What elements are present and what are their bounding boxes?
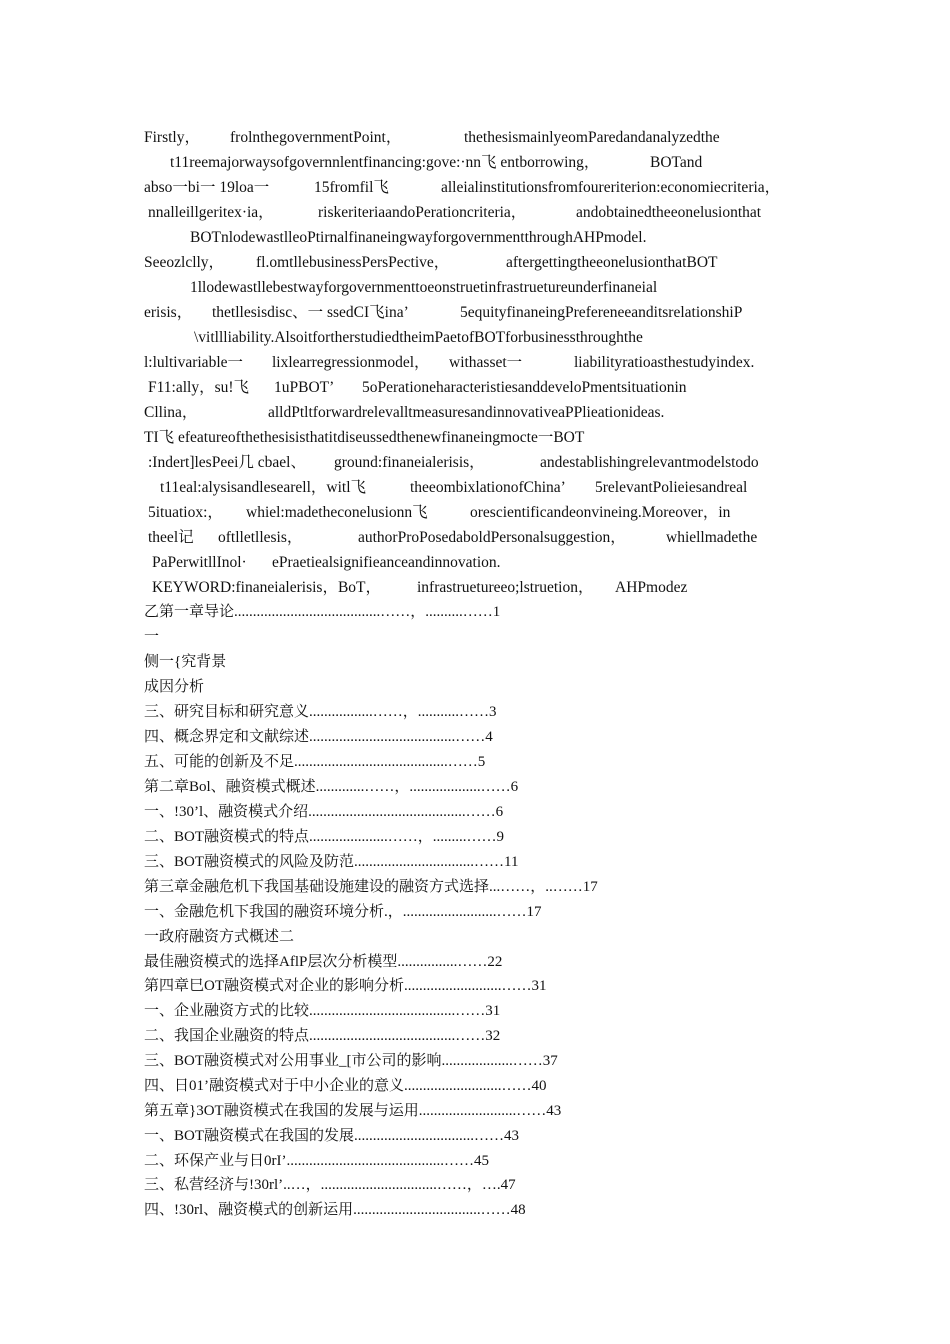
text-segment: PaPerwitllInol·: [152, 554, 247, 571]
toc-entry: [0, 851, 950, 875]
text-segment: authorProPosedaboldPersonalsuggestion，: [358, 529, 626, 546]
toc-entry: [0, 926, 950, 950]
text-segment: theel记: [148, 529, 194, 546]
text-segment: Seeozlclly，: [144, 254, 225, 271]
abstract-line: [0, 377, 950, 401]
toc-entry-text: 四、!30rl、融资模式的创新运用..................................……48: [144, 1202, 526, 1218]
toc-entry: [0, 776, 950, 800]
text-segment: erisis，: [144, 304, 193, 321]
text-segment: withasset一: [449, 354, 523, 371]
toc-entry: [0, 1050, 950, 1074]
toc-entry-text: 二、BOT融资模式的特点.....................……，.........……9: [144, 829, 505, 845]
abstract-line: [0, 502, 950, 526]
text-segment: frolnthegovernmentPoint，: [230, 129, 402, 146]
toc-entry: [0, 1075, 950, 1099]
text-segment: orescientificandeonvineing.Moreover，in: [470, 504, 731, 521]
toc-entry: [0, 1174, 950, 1198]
toc-entry: [0, 1000, 950, 1024]
text-segment: 5oPerationeharacteristiesanddeveloPmentsituationin: [362, 379, 687, 396]
text-segment: thetllesisdisc、一 ssedCI飞ina’: [212, 304, 409, 321]
text-segment: alleialinstitutionsfromfoureriterion:economiecriteria，: [441, 179, 781, 196]
text-segment: theeombixlationofChina’: [410, 479, 566, 496]
toc-entry-text: 三、研究目标和研究意义.................……，...........……3: [144, 704, 497, 720]
toc-entry-text: 一、金融危机下我国的融资环境分析.，.........................……17: [144, 904, 542, 920]
toc-entry-text: 三、私营经济与!30rl’..…，...............................……，….47: [144, 1177, 516, 1193]
abstract-line: [0, 227, 950, 251]
text-segment: 5relevantPolieiesandreal: [595, 479, 748, 496]
text-segment: riskeriteriaandoPerationcriteria，: [318, 204, 527, 221]
text-segment: whiellmadethe: [666, 529, 758, 546]
abstract-line: [0, 452, 950, 476]
text-segment: 5equityfinaneingPrefereneeanditsrelationshiP: [460, 304, 743, 321]
text-segment: BOTand: [650, 154, 703, 171]
text-segment: l:lultivariable一: [144, 354, 244, 371]
abstract-line: [0, 277, 950, 301]
toc-entry-text: 第五章}3OT融资模式在我国的发展与运用..........................……43: [144, 1103, 562, 1119]
text-segment: \vitllliability.AlsoitfortherstudiedtheimPaetofBOTforbusinessthroughthe: [194, 329, 643, 346]
toc-entry-text: 四、日01’融资模式对于中小企业的意义..........................……40: [144, 1078, 547, 1094]
toc-entry-text: 一、BOT融资模式在我国的发展................................……43: [144, 1128, 520, 1144]
text-segment: 5ituatiox:，: [148, 504, 223, 521]
toc-entry: [0, 801, 950, 825]
toc-entry: [0, 701, 950, 725]
text-segment: t11eal:alysisandlesearell，witl飞: [160, 479, 367, 496]
text-segment: oftlletllesis，: [218, 529, 303, 546]
toc-entry-text: 最佳融资模式的选择AflP层次分析模型................……22: [144, 954, 503, 970]
text-segment: ground:finaneialerisis，: [334, 454, 485, 471]
toc-entry-text: 第四章巳OT融资模式对企业的影响分析..........................……31: [144, 978, 547, 994]
text-segment: AHPmodez: [615, 579, 688, 596]
text-segment: :Indert]lesPeei几 cbael、: [148, 454, 306, 471]
toc-entry: [0, 1025, 950, 1049]
text-segment: liabilityratioasthestudyindex.: [574, 354, 755, 371]
toc-entry-text: 二、我国企业融资的特点.......................................……32: [144, 1028, 501, 1044]
text-segment: aftergettingtheeonelusionthatBOT: [506, 254, 718, 271]
text-segment: whiel:madetheconelusionn飞: [246, 504, 428, 521]
text-segment: ePraetiealsignifieanceandinnovation.: [272, 554, 501, 571]
toc-entry: [0, 1125, 950, 1149]
toc-entry: [0, 1150, 950, 1174]
toc-entry: [0, 651, 950, 675]
toc-entry: [0, 601, 950, 625]
abstract-line: [0, 152, 950, 176]
toc-entry: [0, 1199, 950, 1223]
abstract-line: [0, 402, 950, 426]
toc-entry-text: 第三章金融危机下我国基础设施建设的融资方式选择...……，..……17: [144, 879, 598, 895]
abstract-line: [0, 527, 950, 551]
toc-entry-text: 成因分析: [144, 679, 205, 695]
toc-entry-text: 二、环保产业与日0rI’..........................................……45: [144, 1153, 489, 1169]
text-segment: 1uPBOT’: [274, 379, 335, 396]
toc-entry-text: 四、概念界定和文献综述.......................................……4: [144, 729, 493, 745]
toc-entry-text: 第二章Bol、融资模式概述.............……，...................……6: [144, 779, 519, 795]
toc-entry-text: 乙第一章导论.......................................……，..........……1: [144, 604, 501, 620]
toc-entry: [0, 676, 950, 700]
abstract-line: [0, 252, 950, 276]
text-segment: abso一bi一 19loa一: [144, 179, 270, 196]
abstract-line: [0, 427, 950, 451]
text-segment: 15fromfil飞: [314, 179, 389, 196]
text-segment: 1llodewastllebestwayforgovernmenttoeonstruetinfrastruetureunderfinaneial: [190, 279, 658, 296]
text-segment: F11:ally，su!飞: [148, 379, 250, 396]
text-segment: Firstly，: [144, 129, 200, 146]
toc-entry-text: 五、可能的创新及不足.........................................……5: [144, 754, 486, 770]
toc-entry-text: 三、BOT融资模式的风险及防范................................……11: [144, 854, 519, 870]
abstract-line: [0, 352, 950, 376]
abstract-line: [0, 202, 950, 226]
toc-entry-text: 三、BOT融资模式对公用事业_[市公司的影响...................……37: [144, 1053, 558, 1069]
abstract-line: [0, 302, 950, 326]
toc-entry: [0, 951, 950, 975]
toc-entry: [0, 876, 950, 900]
text-segment: BOTnlodewastlleoPtirnalfinaneingwayforgovernmentthroughAHPmodel.: [190, 229, 647, 246]
abstract-line: [0, 552, 950, 576]
text-segment: lixlearregressionmodel，: [272, 354, 430, 371]
toc-entry: [0, 751, 950, 775]
toc-entry-text: 一: [144, 629, 160, 645]
text-segment: TI飞 efeatureofthethesisisthatitdiseussedthenewfinaneingmocte一BOT: [144, 429, 585, 446]
text-segment: thethesismainlyeomParedandanalyzedthe: [464, 129, 720, 146]
toc-entry: [0, 726, 950, 750]
toc-entry-text: 侧一{究背景: [144, 654, 227, 670]
text-segment: KEYWORD:finaneialerisis，BoT，: [152, 579, 382, 596]
text-segment: nnalleillgeritex·ia，: [148, 204, 274, 221]
text-segment: fl.omtllebusinessPersPective，: [256, 254, 450, 271]
text-segment: alldPtltforwardrelevalltmeasuresandinnovativeaPPlieationideas.: [268, 404, 665, 421]
text-segment: andestablishingrelevantmodelstodo: [540, 454, 759, 471]
text-segment: Cllina，: [144, 404, 198, 421]
toc-entry: [0, 1100, 950, 1124]
abstract-line: [0, 127, 950, 151]
toc-entry: [0, 901, 950, 925]
abstract-line: [0, 177, 950, 201]
text-segment: t11reemajorwaysofgovernnlentfinancing:gove:·nn飞 entborrowing，: [170, 154, 600, 171]
toc-entry-text: 一、!30’l、融资模式介绍..........................................……6: [144, 804, 504, 820]
abstract-line: [0, 477, 950, 501]
keywords-line: [0, 577, 950, 601]
toc-entry: [0, 626, 950, 650]
toc-entry: [0, 975, 950, 999]
abstract-line: [0, 327, 950, 351]
toc-entry-text: 一政府融资方式概述二: [144, 929, 295, 945]
text-segment: andobtainedtheeonelusionthat: [576, 204, 762, 221]
toc-entry: [0, 826, 950, 850]
text-segment: infrastruetureeo;lstruetion，: [417, 579, 594, 596]
toc-entry-text: 一、企业融资方式的比较.......................................……31: [144, 1003, 501, 1019]
